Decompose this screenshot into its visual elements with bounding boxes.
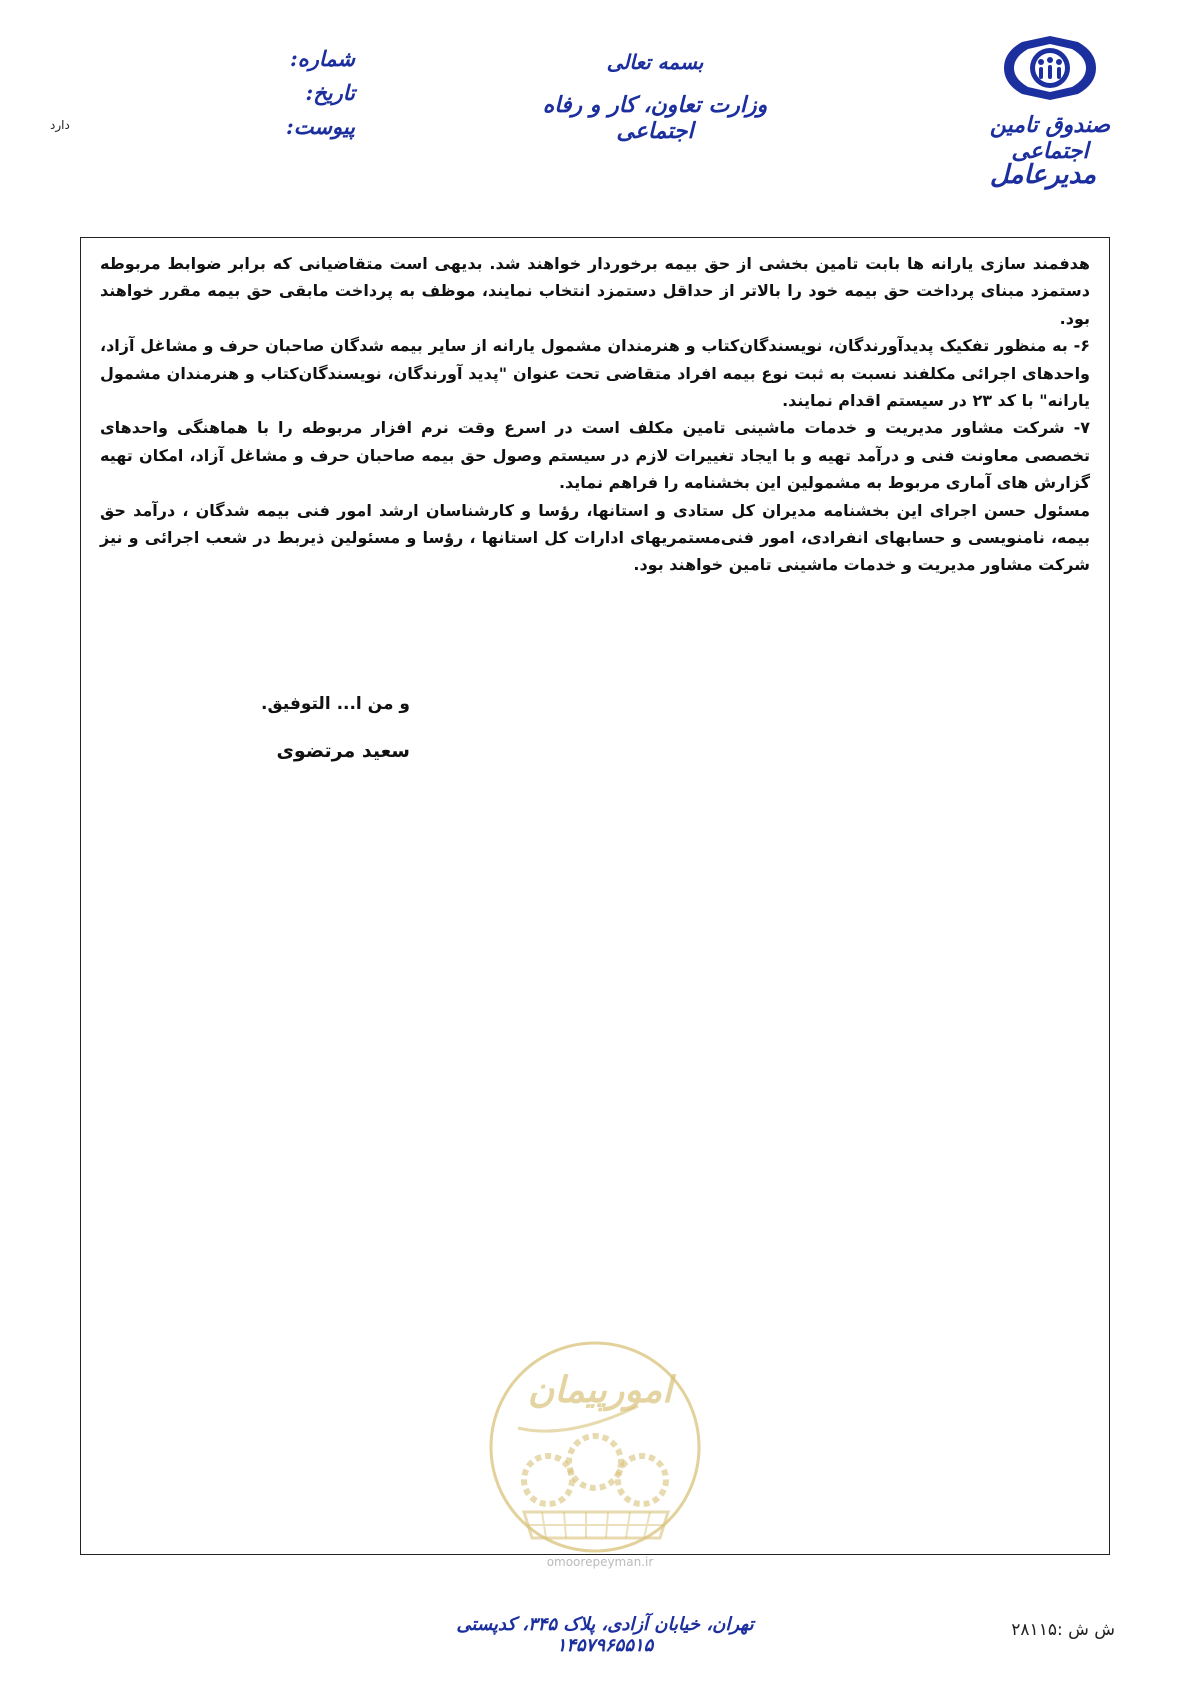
body-paragraph: ۷- شرکت مشاور مدیریت و خدمات ماشینی تامین مکلف است در اسرع وقت نرم افزار مربوطه را با هماهنگی واحدهای تخصصی معاونت فنی و درآمد تهیه و با ایجاد تغییرات لازم در سیستم وصول حق بیمه صاحبان حرف و مشاغل آزاد، امکان تهیه گزارش های آماری مربوط به مشمولین این بخشنامه را فراهم نماید. (100, 418, 1090, 493)
letter-body (100, 250, 1090, 579)
body-paragraph: مسئول حسن اجرای این بخشنامه مدیران کل ستادی و استانها، رؤسا و کارشناسان ارشد امور فنی بیمه شدگان ، درآمد حق بیمه، نامنویسی و حسابهای انفرادی، امور فنی‌مستمریهای ادارات کل استانها ، رؤسا و مسئولین ذیربط در شعب اجرائی و نیز شرکت مشاور مدیریت و خدمات ماشینی تامین خواهند بود. (100, 500, 1090, 575)
letter-date-label: تاریخ: (305, 80, 355, 105)
watermark-site: omoorepeyman.ir (546, 1555, 654, 1569)
social-security-organization-logo-icon (996, 32, 1104, 104)
letterhead-center (505, 50, 805, 144)
footer-address: تهران، خیابان آزادی، پلاک ۳۴۵، کدپستی ۱۴۵۷۹۶۵۵۱۵ (456, 1614, 754, 1656)
logo-organization-name: صندوق تامین اجتماعی (989, 112, 1111, 164)
logo-ceo-title: مدیرعامل (989, 160, 1097, 190)
closing-phrase: و من ا... التوفیق. (260, 694, 410, 714)
omoorepeyman-watermark-logo-icon (488, 1340, 703, 1555)
letterhead-logo (975, 32, 1125, 207)
letter-meta-block (255, 42, 355, 144)
footer-registration-number: ش ش :۲۸۱۱۵ (1011, 1620, 1115, 1640)
letter-number-label: شماره: (289, 46, 355, 71)
bismillah-heading: بسمه تعالی (606, 50, 704, 74)
attachment-status-note: دارد (50, 118, 70, 132)
letter-attachment-label: پیوست: (286, 114, 355, 139)
body-paragraph: ۶- به منظور تفکیک پدیدآورندگان، نویسندگان‌کتاب و هنرمندان مشمول یارانه از سایر بیمه شدگان صاحبان حرف و مشاغل آزاد، واحدهای اجرائی مکلفند نسبت به ثبت نوع بیمه افراد متقاضی تحت عنوان "پدید آورندگان، نویسندگان‌کتاب و هنرمندان مشمول یارانه" با کد ۲۳ در سیستم اقدام نمایند. (100, 336, 1090, 411)
body-paragraph: هدفمند سازی یارانه ها بابت تامین بخشی از حق بیمه برخوردار خواهند شد. بدیهی است متقاضیانی که برابر ضوابط مربوطه دستمزد مبنای پرداخت حق بیمه خود را بالاتر از حداقل دستمزد انتخاب نمایند، موظف به پرداخت مابقی حق بیمه مقرر خواهند بود. (100, 254, 1090, 328)
ministry-name: وزارت تعاون، کار و رفاه اجتماعی (542, 92, 768, 144)
watermark-logo-text: امورپیمان (527, 1369, 673, 1411)
signer-name: سعید مرتضوی (276, 740, 410, 762)
